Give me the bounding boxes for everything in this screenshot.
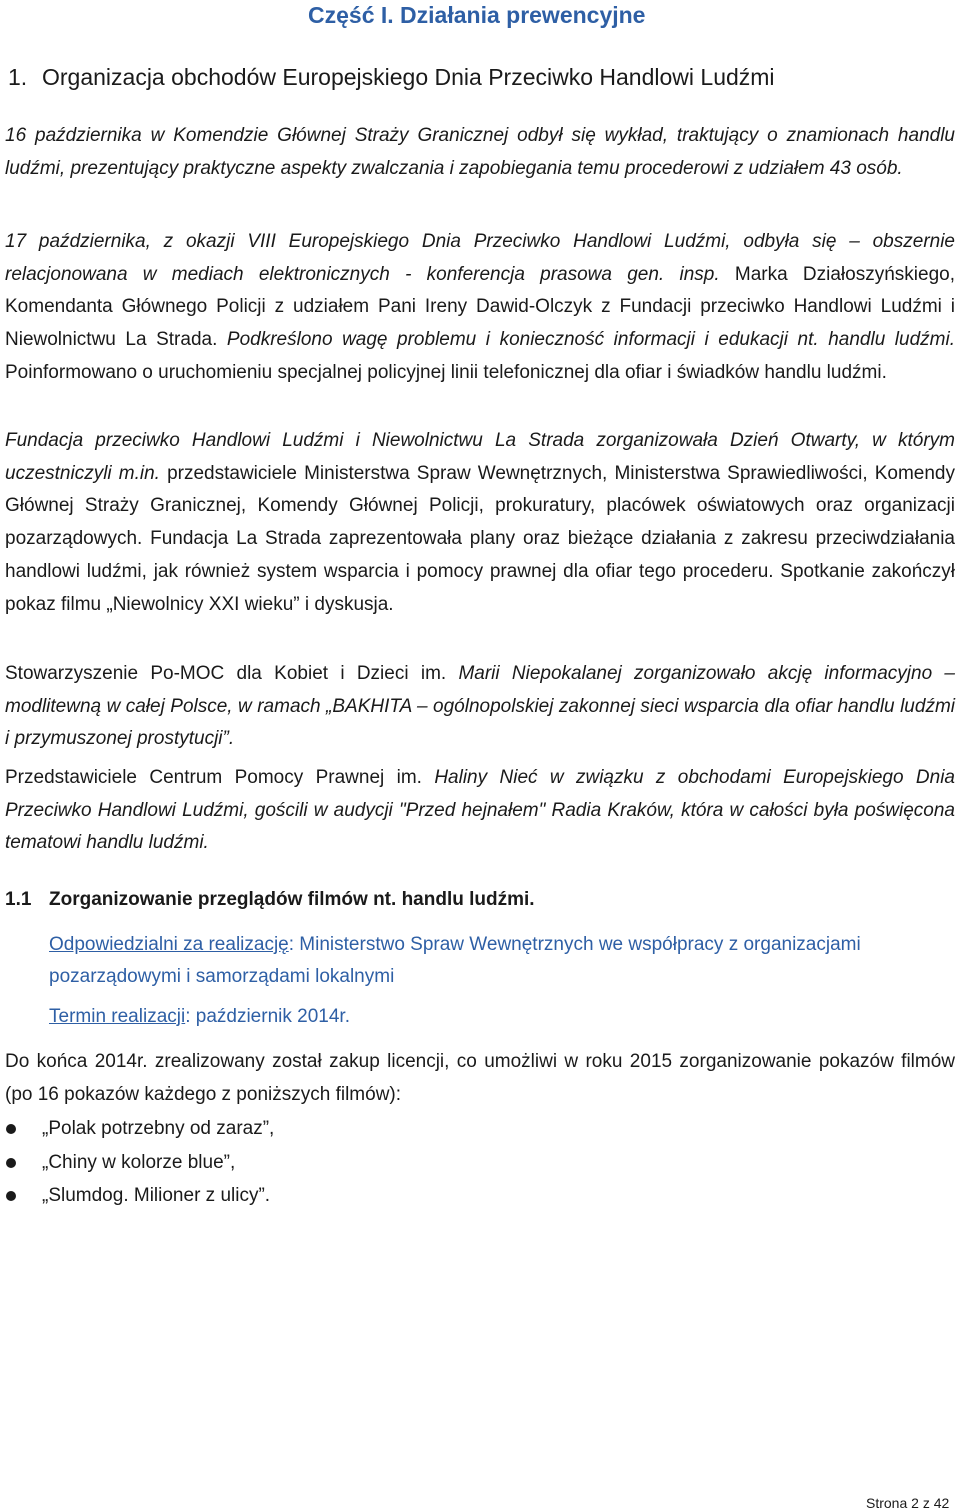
film-list	[0, 1112, 960, 1213]
paragraph-legal-aid-center-part-a: Przedstawiciele Centrum Pomocy Prawnej im.	[5, 767, 422, 788]
page-number: Strona 2 z 42	[866, 1495, 950, 1511]
list-item	[0, 1179, 960, 1213]
bullet-icon	[6, 1191, 16, 1201]
bullet-icon	[6, 1158, 16, 1168]
subsection-title: Zorganizowanie przeglądów filmów nt. handlu ludźmi.	[49, 889, 535, 910]
section-heading	[8, 62, 775, 92]
list-item	[0, 1146, 960, 1180]
paragraph-open-day-part-b: przedstawiciele Ministerstwa Spraw Wewnętrznych, Ministerstwa Sprawiedliwości, Komendy Głównej Straży Granicznej, Komendy Głównej Policji, prokuratury, placówek oświatowych oraz organizacji pozarządowych. Fundacja La Strada zaprezentowała plany oraz bieżące działania z zakresu przeciwdziałania handlowi ludźmi, jak również system wsparcia i pomocy prawnej dla ofiar tego procederu. Spotkanie zakończył pokaz filmu „Niewolnicy XXI wieku” i dyskusja.	[5, 462, 955, 615]
responsible-value: : Ministerstwo Spraw Wewnętrznych we współpracy z organizacjami pozarządowymi i samorządami lokalnymi	[49, 934, 861, 987]
film-title: „Chiny w kolorze blue”,	[42, 1151, 236, 1173]
paragraph-licenses: Do końca 2014r. zrealizowany został zakup licencji, co umożliwi w roku 2015 zorganizowanie pokazów filmów (po 16 pokazów każdego z poniższych filmów):	[5, 1051, 955, 1105]
list-item	[0, 1112, 960, 1146]
bullet-icon	[6, 1124, 16, 1134]
paragraph-open-day	[5, 425, 955, 621]
film-title: „Slumdog. Milioner z ulicy”.	[42, 1185, 271, 1206]
section-number: 1.	[8, 64, 28, 90]
subsection-number: 1.1	[5, 889, 32, 910]
film-title: „Polak potrzebny od zaraz”,	[42, 1118, 275, 1139]
paragraph-press-conference-part-d: Poinformowano o uruchomieniu specjalnej policyjnej linii telefonicznej dla ofiar i świadków handlu ludźmi.	[5, 361, 887, 383]
paragraph-po-moc-part-a: Stowarzyszenie Po-MOC dla Kobiet i Dzieci im.	[5, 663, 447, 684]
responsible-line	[49, 929, 955, 993]
paragraph-open-day-part-a: Fundacja przeciwko Handlowi Ludźmi i Niewolnictwu La Strada zorganizowała Dzień Otwarty, w którym uczestniczyli m.in.	[5, 430, 955, 484]
paragraph-press-conference-part-b: Marka Działoszyńskiego, Komendanta Głównego Policji z udziałem Pani Ireny Dawid-Olczyk z Fundacji przeciwko Handlowi Ludźmi i Niewolnictwu La Strada.	[5, 263, 955, 351]
paragraph-press-conference-part-c: Podkreślono wagę problemu i konieczność informacji i edukacji nt. handlu ludźmi.	[217, 329, 955, 351]
deadline-value: : październik 2014r.	[185, 1006, 350, 1027]
paragraph-press-conference	[5, 226, 955, 390]
paragraph-po-moc	[5, 658, 955, 756]
part-title: Część I. Działania prewencyjne	[308, 2, 646, 28]
paragraph-legal-aid-center	[5, 762, 955, 860]
deadline-label: Termin realizacji	[49, 1006, 186, 1027]
subsection-heading	[5, 885, 535, 915]
deadline-line	[49, 1001, 955, 1033]
paragraph-legal-aid-center-part-b: Haliny Nieć w związku z obchodami Europejskiego Dnia Przeciwko Handlowi Ludźmi, gościli w audycji "Przed hejnałem" Radia Kraków, która w całości była poświęcona tematowi handlu ludźmi.	[5, 767, 955, 854]
responsible-label: Odpowiedzialni za realizację	[49, 934, 289, 955]
paragraph-po-moc-part-b: Marii Niepokalanej zorganizowało akcję informacyjno – modlitewną w całej Polsce, w ramach „BAKHITA – ogólnopolskiej zakonnej sieci wsparcia dla ofiar handlu ludźmi i przymuszonej prostytucji”.	[5, 663, 955, 750]
section-title: Organizacja obchodów Europejskiego Dnia Przeciwko Handlowi Ludźmi	[42, 64, 775, 90]
paragraph-press-conference-part-a: 17 października, z okazji VIII Europejskiego Dnia Przeciwko Handlowi Ludźmi, odbyła się – obszernie relacjonowana w mediach elektronicznych - konferencja prasowa gen. insp.	[5, 231, 955, 285]
paragraph-lecture: 16 października w Komendzie Głównej Straży Granicznej odbył się wykład, traktujący o znamionach handlu ludźmi, prezentujący praktyczne aspekty zwalczania i zapobiegania temu procederowi z udziałem 43 osób.	[5, 125, 955, 179]
